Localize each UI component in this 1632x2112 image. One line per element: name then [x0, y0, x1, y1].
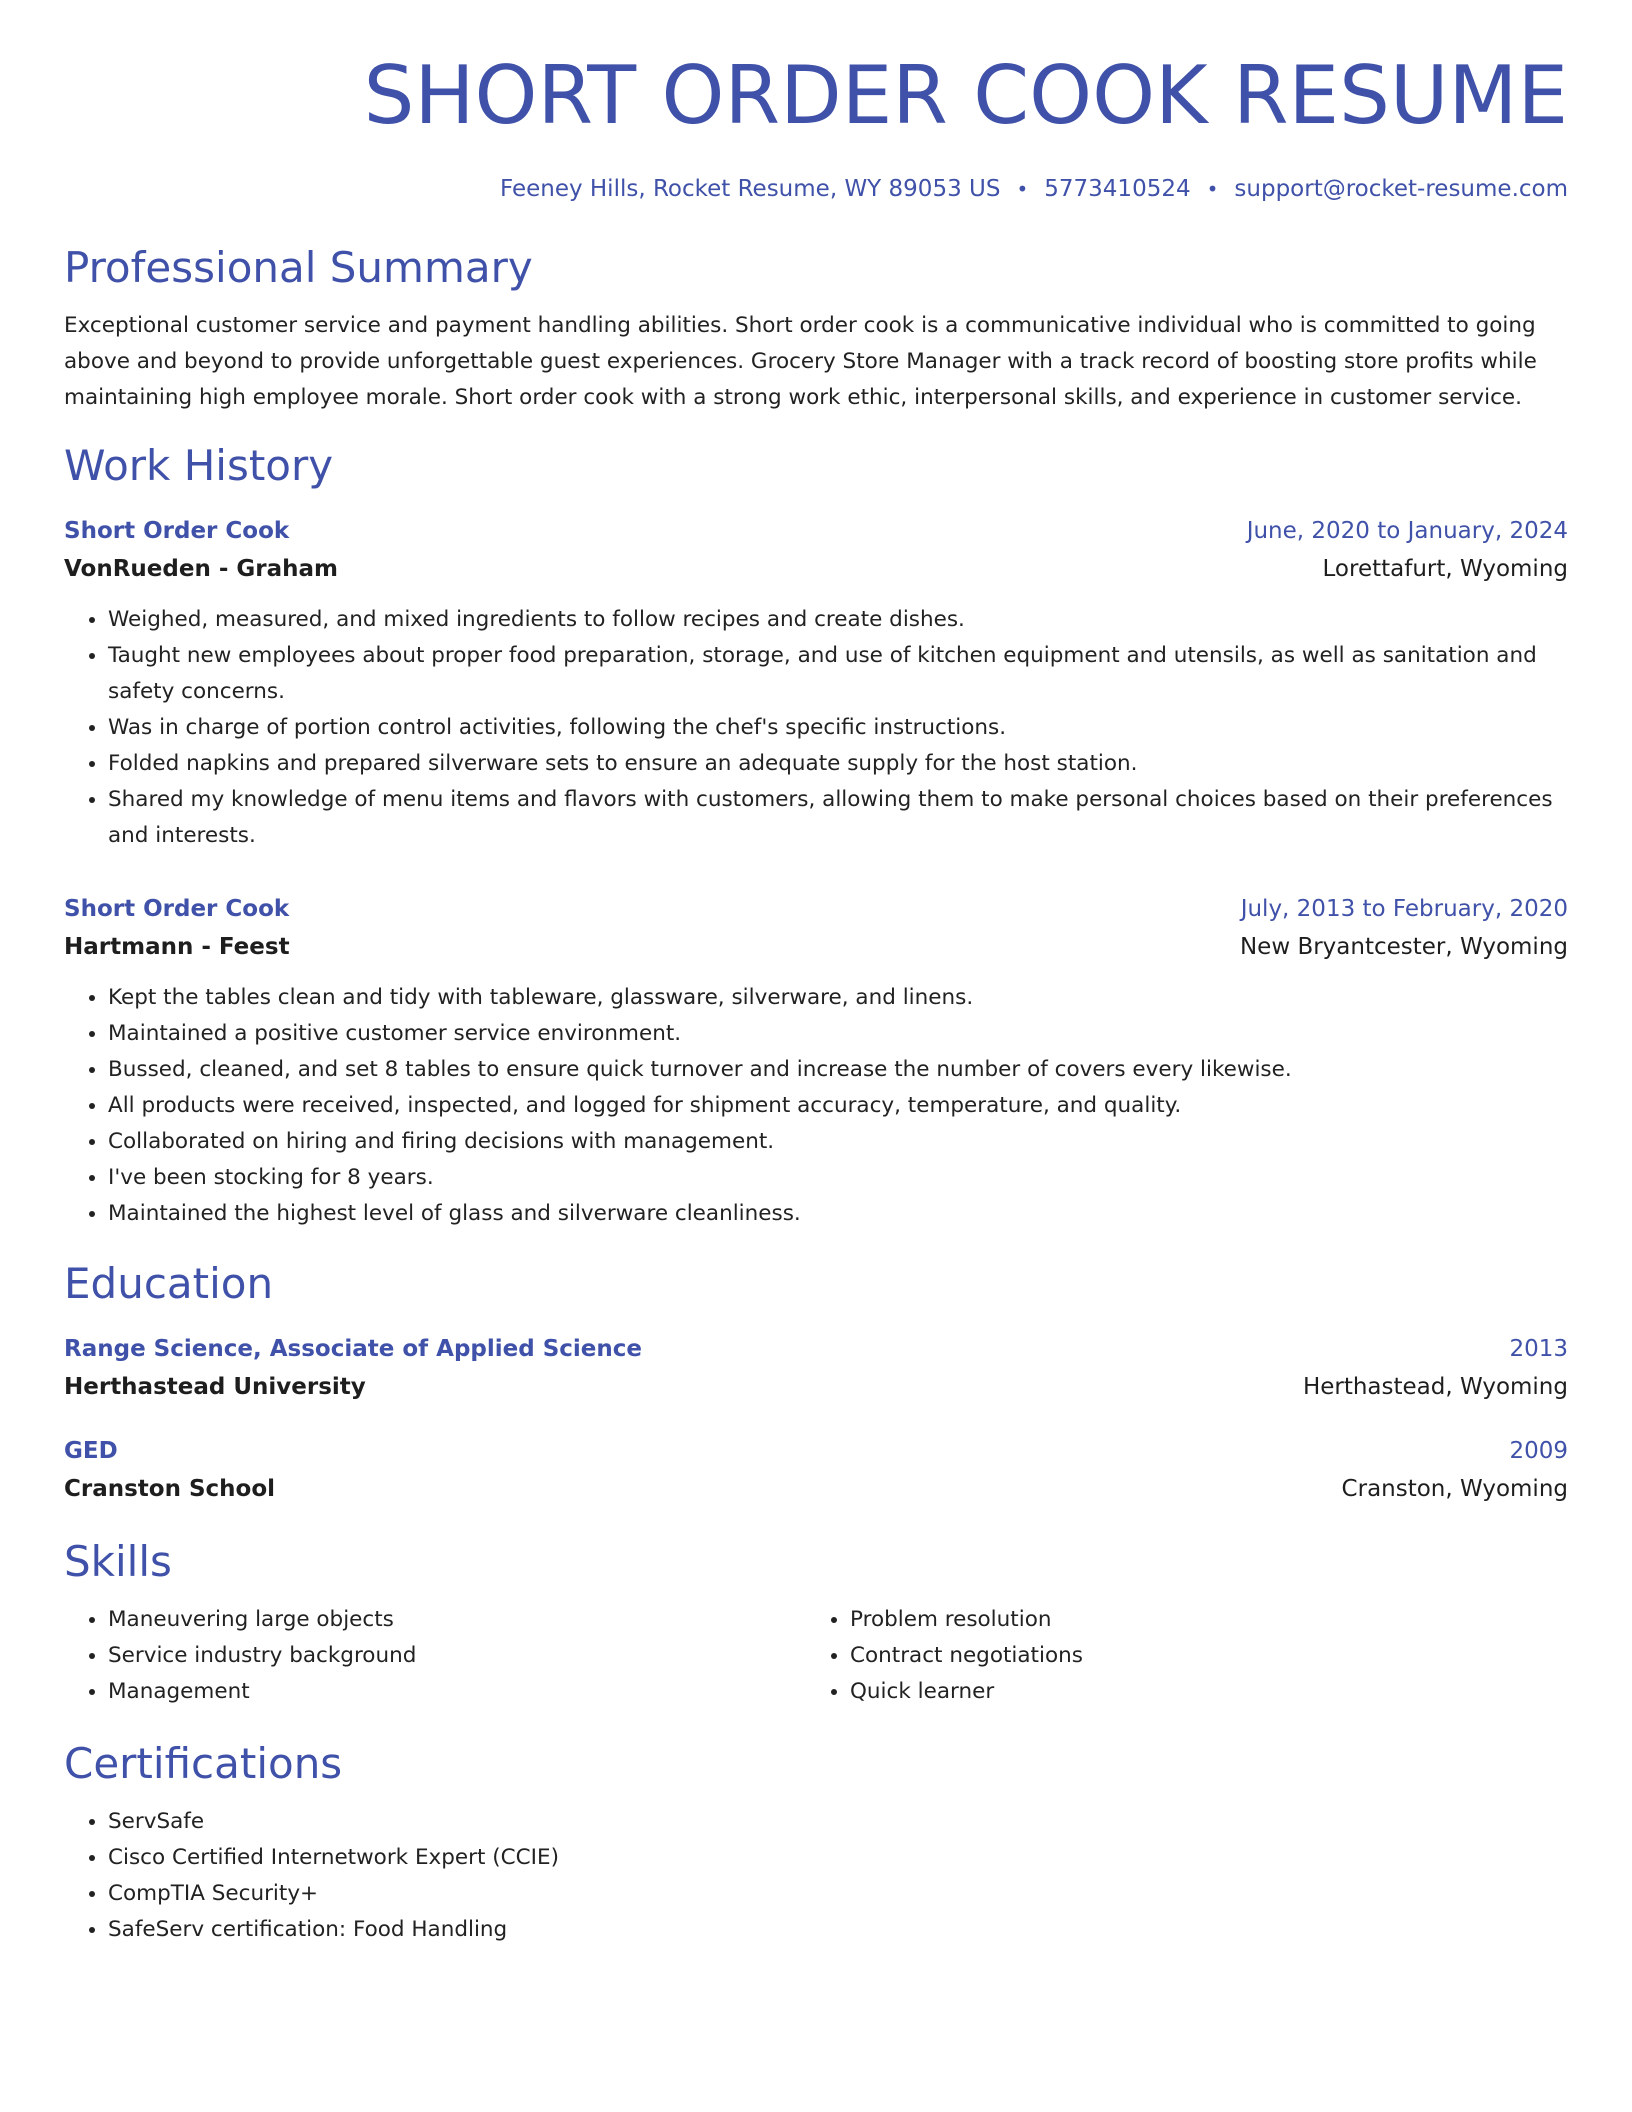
skill-item: • Maneuvering large objects [108, 1602, 806, 1638]
job-bullet: • Was in charge of portion control activities, following the chef's specific instructions. [108, 710, 1568, 746]
job-location: New Bryantcester, Wyoming [1239, 934, 1568, 960]
job-bullet: • Bussed, cleaned, and set 8 tables to ensure quick turnover and increase the number of covers every likewise. [108, 1052, 1568, 1088]
certification-item: • Cisco Certified Internetwork Expert (CCIE) [108, 1840, 1568, 1876]
work-history-heading: Work History [64, 441, 334, 490]
job-employer-row [64, 552, 1568, 586]
skills-heading: Skills [64, 1537, 172, 1586]
education-degree-row [64, 1332, 1568, 1366]
education-entry [64, 1434, 1568, 1506]
summary-text: Exceptional customer service and payment handling abilities. Short order cook is a communicative individual who is committed to going above and beyond to provide unforgettable guest experiences. Grocery Store Manager with a track record of boosting store profits while maintaining high employee morale. Short order cook with a strong work ethic, interpersonal skills, and experience in customer service. [64, 313, 1537, 410]
resume-title: SHORT ORDER COOK RESUME [363, 49, 1568, 142]
bullet-separator-icon: • [1016, 177, 1029, 201]
certifications-heading: Certifications [64, 1739, 343, 1788]
certification-item: • CompTIA Security+ [108, 1876, 1568, 1912]
education-school-row [64, 1472, 1568, 1506]
job-bullet: • Folded napkins and prepared silverware sets to ensure an adequate supply for the host station. [108, 746, 1568, 782]
job-bullet: • Maintained the highest level of glass and silverware cleanliness. [108, 1196, 1568, 1232]
certifications-list [64, 1804, 1568, 1948]
education-degree-row [64, 1434, 1568, 1468]
education-year: 2013 [1509, 1336, 1568, 1362]
summary-heading: Professional Summary [64, 243, 533, 292]
education-school: Herthastead University [64, 1374, 366, 1400]
skill-item: • Quick learner [850, 1674, 1548, 1710]
job-bullet: • Maintained a positive customer service environment. [108, 1016, 1568, 1052]
job-bullet: • Kept the tables clean and tidy with tableware, glassware, silverware, and linens. [108, 980, 1568, 1016]
job-bullets [64, 980, 1568, 1232]
education-year: 2009 [1509, 1438, 1568, 1464]
job-dates: June, 2020 to January, 2024 [1246, 518, 1568, 544]
job-bullet: • Shared my knowledge of menu items and flavors with customers, allowing them to make personal choices based on their preferences and interests. [108, 782, 1568, 854]
resume-page [64, 48, 1568, 1948]
job-employer: VonRueden - Graham [64, 556, 339, 582]
skills-grid [64, 1602, 1568, 1710]
job-location: Lorettafurt, Wyoming [1322, 556, 1568, 582]
job-bullet: • All products were received, inspected, and logged for shipment accuracy, temperature, and quality. [108, 1088, 1568, 1124]
job-employer-row [64, 930, 1568, 964]
skill-item: • Problem resolution [850, 1602, 1548, 1638]
education-degree: Range Science, Associate of Applied Science [64, 1336, 642, 1362]
job-entry [64, 892, 1568, 1232]
certification-item: • ServSafe [108, 1804, 1568, 1840]
job-dates: July, 2013 to February, 2020 [1240, 896, 1568, 922]
education-school-row [64, 1370, 1568, 1404]
job-bullet: • I've been stocking for 8 years. [108, 1160, 1568, 1196]
education-location: Cranston, Wyoming [1341, 1476, 1568, 1502]
certification-item: • SafeServ certification: Food Handling [108, 1912, 1568, 1948]
skill-item: • Contract negotiations [850, 1638, 1548, 1674]
skill-item: • Service industry background [108, 1638, 806, 1674]
bullet-separator-icon: • [1206, 177, 1219, 201]
job-title-row [64, 892, 1568, 926]
job-title: Short Order Cook [64, 518, 290, 544]
job-bullet: • Taught new employees about proper food preparation, storage, and use of kitchen equipment and utensils, as well as sanitation and safety concerns. [108, 638, 1568, 710]
contact-email[interactable]: support@rocket-resume.com [1234, 176, 1568, 202]
job-employer: Hartmann - Feest [64, 934, 290, 960]
job-bullet: • Collaborated on hiring and firing decisions with management. [108, 1124, 1568, 1160]
skills-list-right [806, 1602, 1548, 1710]
education-school: Cranston School [64, 1476, 276, 1502]
skill-item: • Management [108, 1674, 806, 1710]
job-title-row [64, 514, 1568, 548]
education-location: Herthastead, Wyoming [1302, 1374, 1568, 1400]
contact-address: Feeney Hills, Rocket Resume, WY 89053 US [499, 176, 1001, 202]
education-heading: Education [64, 1259, 274, 1308]
job-entry [64, 514, 1568, 854]
education-entry [64, 1332, 1568, 1404]
job-title: Short Order Cook [64, 896, 290, 922]
contact-phone: 5773410524 [1044, 176, 1191, 202]
job-bullet: • Weighed, measured, and mixed ingredients to follow recipes and create dishes. [108, 602, 1568, 638]
skills-list-left [64, 1602, 806, 1710]
job-bullets [64, 602, 1568, 854]
education-degree: GED [64, 1438, 118, 1464]
contact-line [64, 172, 1568, 206]
